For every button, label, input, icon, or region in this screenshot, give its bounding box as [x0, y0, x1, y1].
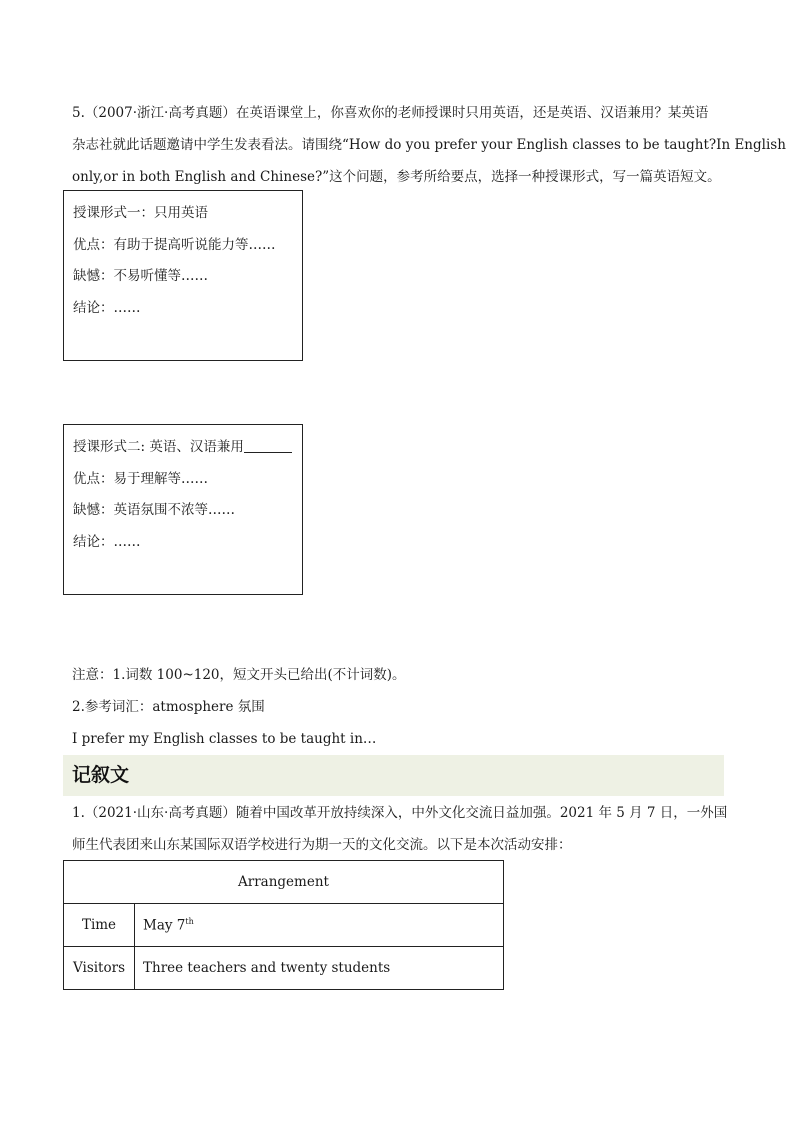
note-vocabulary: 2.参考词汇：atmosphere 氛围 [72, 699, 265, 715]
box-row: 缺憾：英语氛围不浓等…… [73, 502, 235, 518]
table-row [64, 904, 504, 947]
section-heading: 记叙文 [63, 755, 724, 796]
teaching-form-2-box [63, 424, 303, 595]
teaching-form-1-box [63, 190, 303, 361]
table-row [64, 947, 504, 990]
prompt-line: 1.（2021·山东·高考真题）随着中国改革开放持续深入，中外文化交流日益加强。2021 年 5 月 7 日，一外国 [72, 805, 728, 821]
box-row: 结论：…… [73, 533, 141, 550]
question-1-prompt [72, 797, 728, 861]
arrangement-table [63, 860, 504, 990]
box-title: 授课形式二: 英语、汉语兼用 [73, 439, 244, 455]
date-suffix: th [185, 916, 194, 926]
box-row: 优点：有助于提高听说能力等…… [73, 236, 276, 253]
table-value: Three teachers and twenty students [135, 947, 504, 990]
prompt-line: 师生代表团来山东某国际双语学校进行为期一天的文化交流。以下是本次活动安排： [72, 837, 572, 853]
box-row: 缺憾：不易听懂等…… [73, 268, 208, 284]
table-key: Visitors [64, 947, 135, 990]
blank-underline [244, 438, 292, 453]
box-row: 授课形式一：只用英语 [73, 205, 208, 221]
prompt-line: 杂志社就此话题邀请中学生发表看法。请围绕“How do you prefer your English classes to be taught?In English [72, 137, 786, 153]
table-key: Time [64, 904, 135, 947]
table-header: Arrangement [64, 861, 504, 904]
box-row: 优点：易于理解等…… [73, 470, 208, 487]
note-word-count: 注意：1.词数 100~120，短文开头已给出(不计词数)。 [72, 667, 406, 683]
question-5-prompt [72, 97, 786, 193]
table-row [64, 861, 504, 904]
prompt-line: 5.（2007·浙江·高考真题）在英语课堂上，你喜欢你的老师授课时只用英语，还是英语、汉语兼用？某英语 [72, 105, 709, 121]
date-text: May 7 [143, 917, 186, 934]
table-value [135, 904, 504, 947]
essay-opening: I prefer my English classes to be taught in… [72, 731, 377, 747]
box-row: 结论：…… [73, 299, 141, 316]
prompt-line: only,or in both English and Chinese?”这个问题，参考所给要点，选择一种授课形式，写一篇英语短文。 [72, 169, 721, 185]
box-title-row [73, 432, 302, 464]
